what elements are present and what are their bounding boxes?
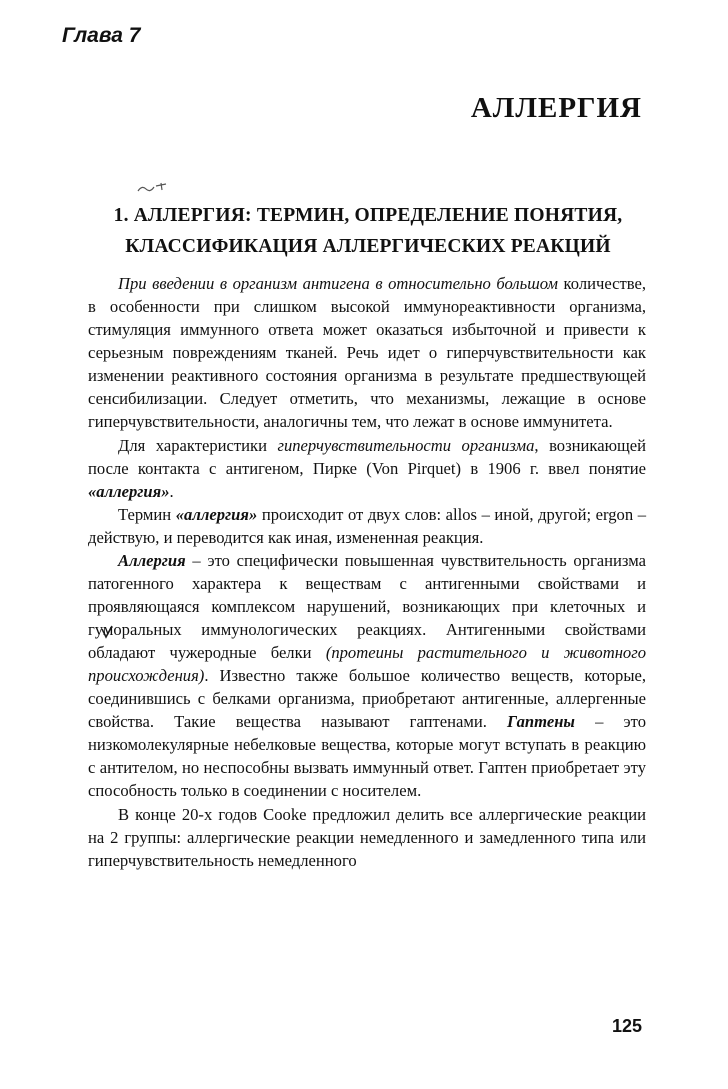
chapter-title: АЛЛЕРГИЯ xyxy=(470,92,642,124)
paragraph-5: В конце 20-х годов Cooke предложил делить все аллергические реакции на 2 группы: аллергические реакции немедленного и замедленного типа или гиперчувствительность немедленного xyxy=(88,805,646,870)
paragraph-1 xyxy=(88,272,646,433)
handwritten-mark-icon xyxy=(136,182,168,194)
paragraph-2-text: , возникающей после контакта с антигеном, Пирке (Von Pirquet) в 1906 г. ввел понятие xyxy=(88,436,646,478)
section-title xyxy=(62,200,674,262)
paragraph-3-text: происходит от двух слов: allos – иной, другой; ergon – действую, и переводится как иная, измененная реакция. xyxy=(88,505,646,547)
paragraph-4-term: Аллергия xyxy=(118,551,186,570)
paragraph-1-text: количестве, в особенности при слишком высокой иммунореактивности организма, стимуляция иммунного ответа может оказаться избыточной и привести к серьезным повреждениям тканей. Речь идет о гиперчувствительности как изменении реактивного состояния организма в результате предшествующей сенсибилизации. Следует отметить, что механизмы, лежащие в основе гиперчувствительности, аналогичны тем, что лежат в основе иммунитета. xyxy=(88,274,646,431)
section-title-line-1: 1. АЛЛЕРГИЯ: ТЕРМИН, ОПРЕДЕЛЕНИЕ ПОНЯТИЯ, xyxy=(113,205,623,226)
paragraph-4-text-3: – это низкомолекулярные небелковые вещества, которые могут вступать в реакцию с антителом, но неспособны вызвать иммунный ответ. Гаптен приобретает эту способность только в соединении с носителем. xyxy=(88,712,646,800)
paragraph-3-start: Термин xyxy=(118,505,176,524)
paragraph-2-italic: гиперчувствительности организма xyxy=(277,436,535,455)
body-text xyxy=(88,272,646,872)
paragraph-4-text-1: – это специфически повышенная чувствительность организма патогенного характера к веществам с антигенными свойствами и проявляющаяся комплексом нарушений, возникающих при клеточных и гуморальных иммунологических реакциях. Антигенными свойствами обладают чужеродные белки xyxy=(88,551,646,662)
paragraph-4 xyxy=(88,549,646,802)
paragraph-2-start: Для характеристики xyxy=(118,436,278,455)
paragraph-3 xyxy=(88,503,646,549)
paragraph-4-term-2: Гаптены xyxy=(507,712,575,731)
section-title-line-2: КЛАССИФИКАЦИЯ АЛЛЕРГИЧЕСКИХ РЕАКЦИЙ xyxy=(125,236,611,257)
paragraph-2-term: «аллергия» xyxy=(88,482,170,501)
chapter-label: Глава 7 xyxy=(62,24,141,47)
page-number: 125 xyxy=(611,1016,642,1036)
paragraph-2-end: . xyxy=(169,482,174,501)
paragraph-2 xyxy=(88,434,646,503)
paragraph-4-italic: (протеины растительного и животного происхождения) xyxy=(88,643,646,685)
paragraph-4-text-2: . Известно также большое количество веществ, которые, соединившись с белками организма, приобретают антигенные, аллергенные свойства. Такие вещества называют гаптенами. xyxy=(88,666,646,731)
paragraph-3-term: «аллергия» xyxy=(175,505,258,524)
paragraph-1-italic: При введении в организм антигена в относительно большом xyxy=(118,274,558,293)
